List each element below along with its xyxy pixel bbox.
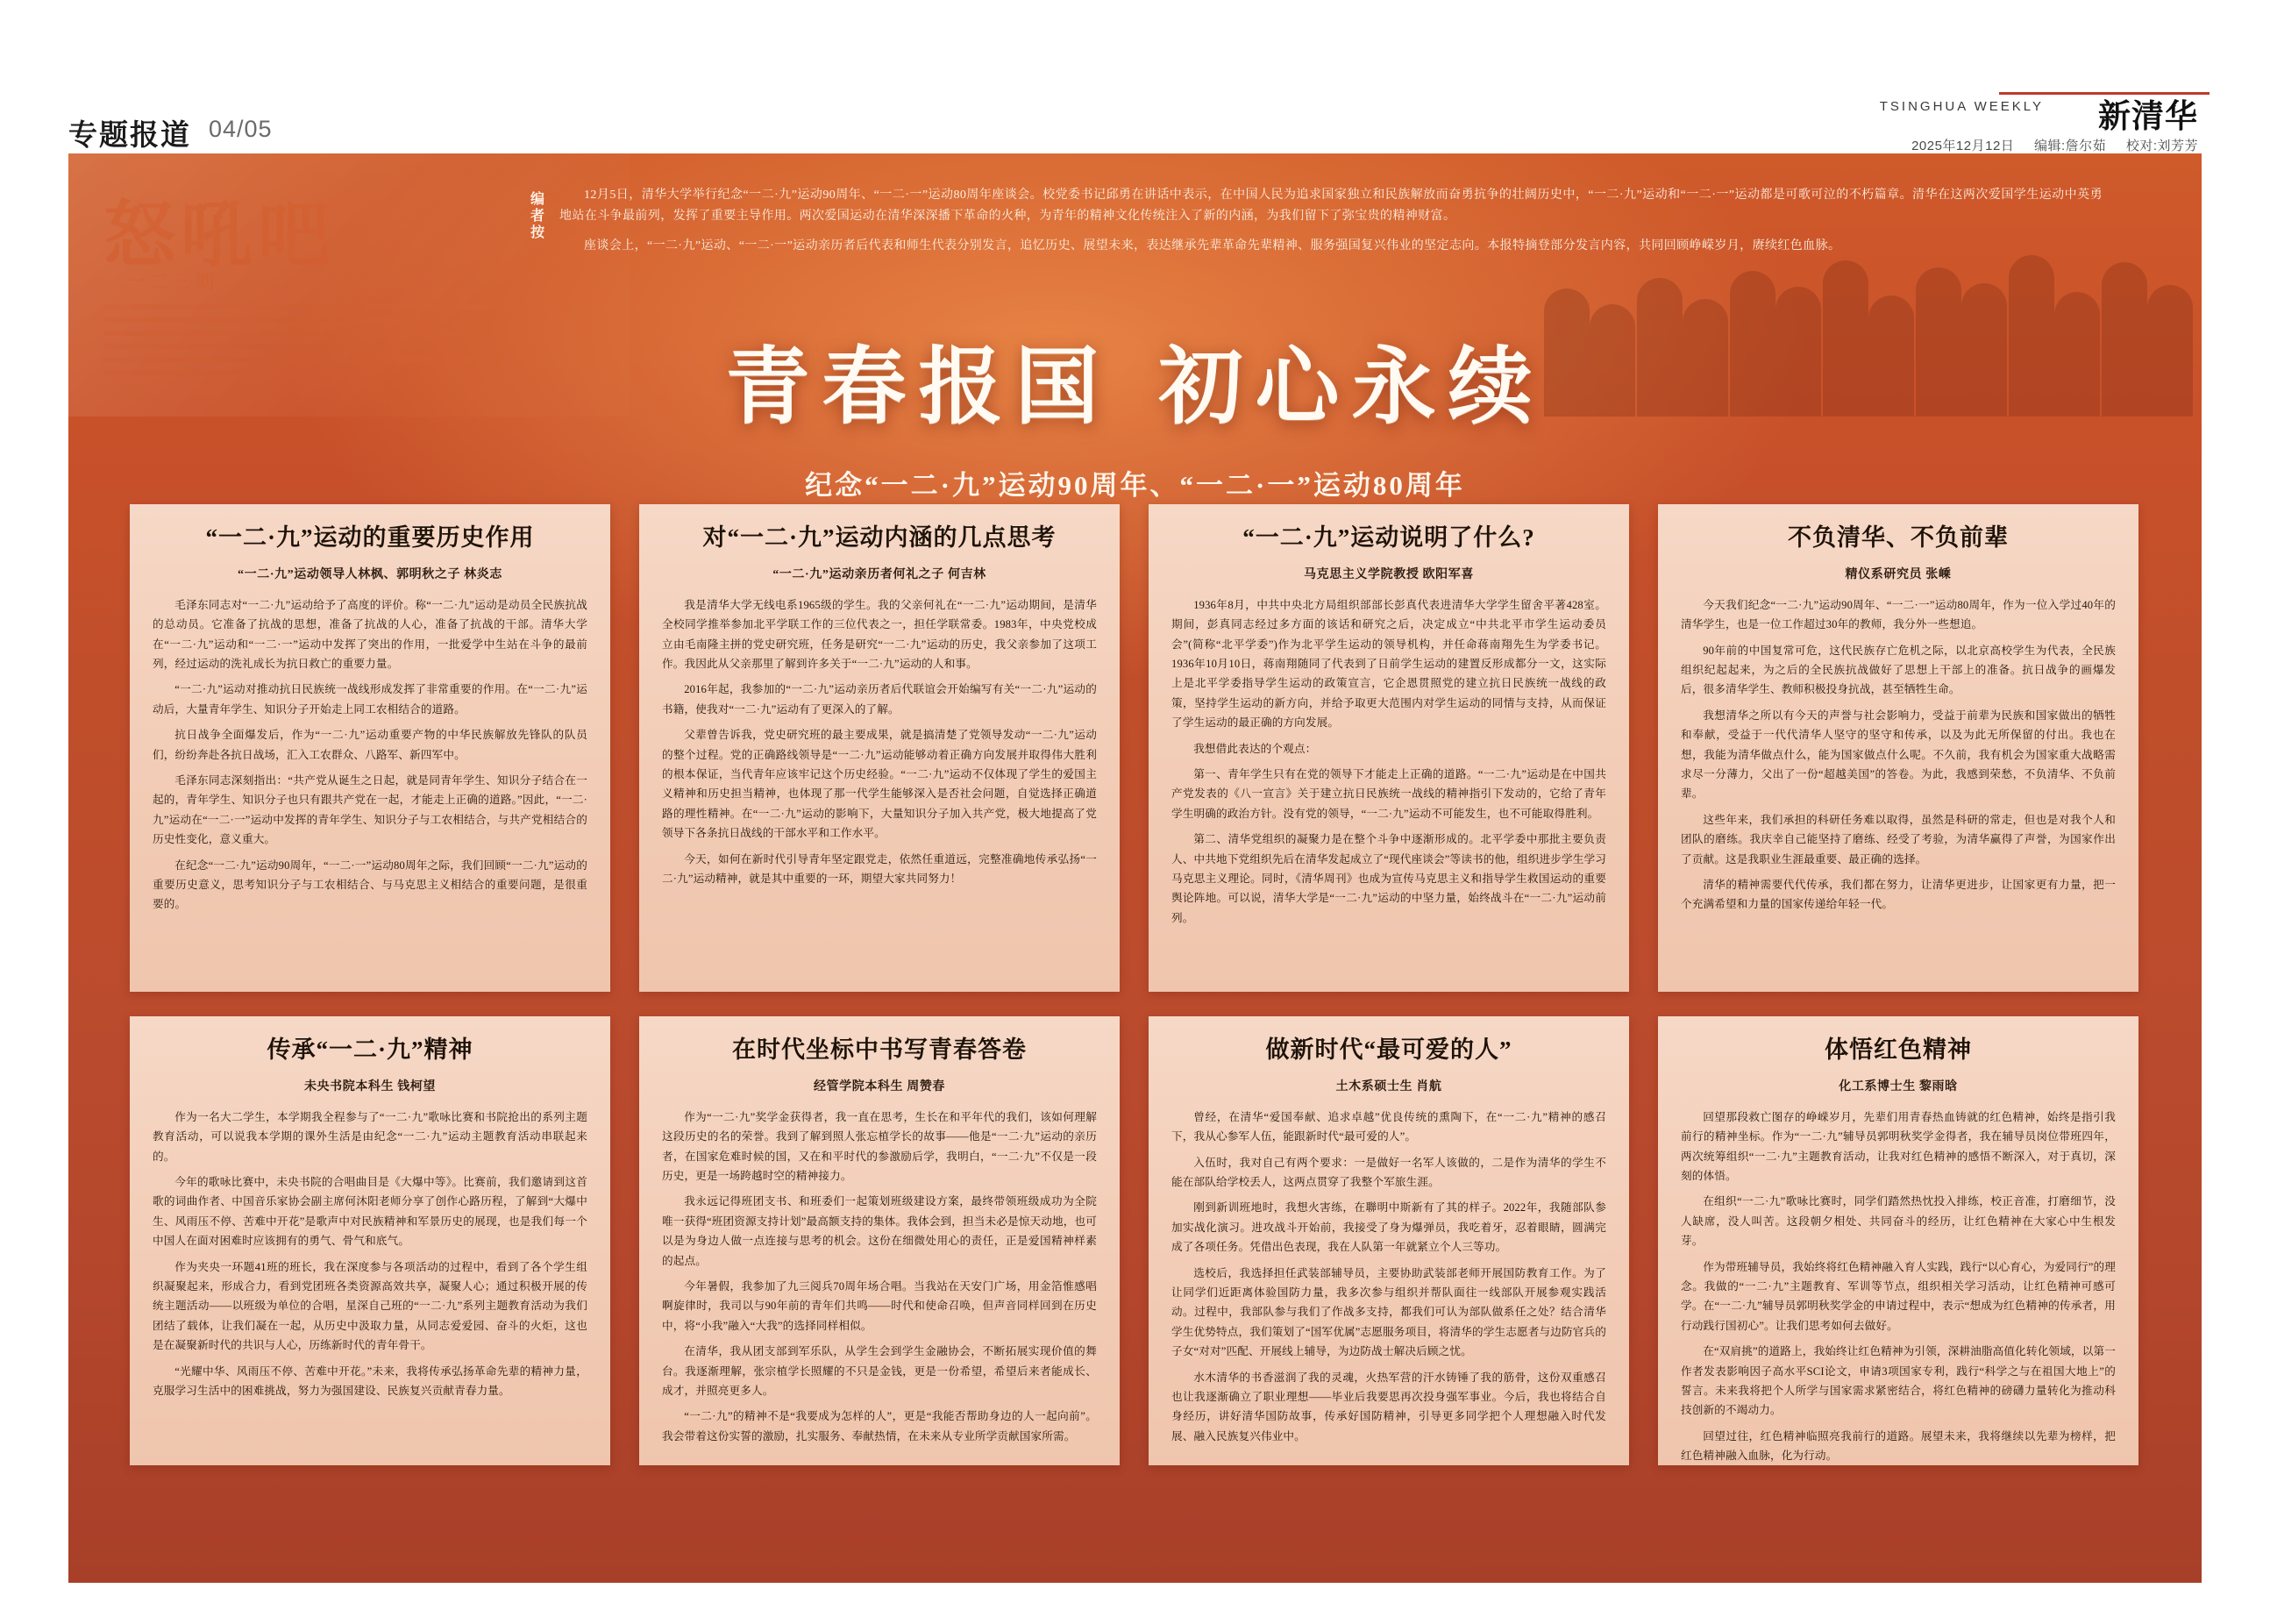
article-title: 体悟红色精神 bbox=[1825, 1036, 1972, 1063]
article-paragraph: 在组织“一二·九”歌咏比赛时，同学们踏然热忱投入排练，校正音准，打磨细节，没人缺席，没人叫苦。这段朝夕相处、共同奋斗的经历，让红色精神在大家心中生根发芽。 bbox=[1681, 1195, 2116, 1248]
article-title: 做新时代“最可爱的人” bbox=[1265, 1036, 1512, 1063]
article-paragraph: 我永远记得班团支书、和班委们一起策划班级建设方案，最终带领班级成功为全院唯一获得“班团资源支持计划”最高额支持的集体。我体会到，担当未必是惊天动地，也可以是为身边人做一点连接与思考的机会。这份在细微处用心的责任，正是爱国精神样素的起点。 bbox=[662, 1195, 1097, 1267]
masthead-metadata bbox=[1896, 136, 2198, 154]
article-paragraph: 这些年来，我们承担的科研任务难以取得，虽然是科研的常走，但也是对我个人和团队的磨练。我庆幸自己能坚持了磨练、经受了考验，为清华赢得了声誉，为国家作出了贡献。这是我职业生涯最重要、最正确的选择。 bbox=[1681, 813, 2116, 865]
article-paragraph: 1936年8月，中共中央北方局组织部部长彭真代表进清华大学学生留舍平著428室。期间，彭真同志经过多方面的该话和研究之后，决定成立“中共北平市学生运动委员会”(简称“北平学委”)作为北平学生运动的领导机构，并任命蒋南翔先生为学委书记。1936年10月10日，蒋南翔随同了代表到了日前学生运动的建置反形成都分一文，这实际上是北平学委指导学生运动的政策宣言，它企恩贯照党的建立抗日民族统一战线的政策，坚持学生运动的新方向，并给予取更大范围内对学生运动的同情与支持，从而保证了学生运动的最正确的方向发展。 bbox=[1171, 598, 1606, 730]
article-card bbox=[130, 1016, 610, 1465]
article-title: 在时代坐标中书写青春答卷 bbox=[732, 1036, 1027, 1063]
editor-note-body bbox=[559, 185, 2103, 257]
article-card bbox=[639, 1016, 1120, 1465]
article-byline: 精仪系研究员 张嵊 bbox=[1845, 567, 1952, 581]
article-paragraph: 回望那段救亡图存的峥嵘岁月，先辈们用青春热血铸就的红色精神，始终是指引我前行的精神坐标。作为“一二·九”辅导员郭明秋奖学金得者，我在辅导员岗位带班四年，两次统筹组织“一二·九”主题教育活动，让我对红色精神的感悟不断深入，对于真切，深刻的体悟。 bbox=[1681, 1110, 2116, 1182]
newspaper-spread bbox=[68, 153, 2202, 1583]
article-paragraph: 今年的歌咏比赛中，未央书院的合唱曲目是《大爆中等》。比赛前，我们邀请到这首歌的词曲作者、中国音乐家协会副主席何沐阳老师分享了创作心路历程，了解到“大爆中生、风雨压不停、苦难中开花”是歌声中对民族精神和军景历史的展现，也是我们每一个中国人在面对困难时应该拥有的勇气、骨气和底气。 bbox=[153, 1175, 587, 1248]
article-byline: 土木系硕士生 肖航 bbox=[1335, 1079, 1442, 1093]
article-title: “一二·九”运动的重要历史作用 bbox=[205, 524, 535, 551]
article-title: 传承“一二·九”精神 bbox=[267, 1036, 473, 1063]
article-paragraph: 作为夹央一环题41班的班长，我在深度参与各项活动的过程中，看到了各个学生组织凝聚起来，形成合力，看到党团班各类资源高效共享，凝聚人心；通过积极开展的传统主题活动——以班级为单位的合唱，星深自己班的“一二·九”系列主题教育活动为我们团结了载体，让我们凝在一起，从历史中汲取力量，从同志爱爱园、奋斗的火炬，这也是在凝聚新时代的共识与人心，历练新时代的青年骨干。 bbox=[153, 1260, 587, 1352]
article-card bbox=[639, 504, 1120, 992]
article-paragraph: 抗日战争全面爆发后，作为“一二·九”运动重要产物的中华民族解放先锋队的队员们，纷纷奔赴各抗日战场，汇入工农群众、八路军、新四军中。 bbox=[153, 729, 587, 761]
article-paragraph: 在纪念“一二·九”运动90周年，“一二·一”运动80周年之际，我们回顾“一二·九”运动的重要历史意义，思考知识分子与工农相结合、与马克思主义相结合的重要问题，是很重要的。 bbox=[153, 858, 587, 911]
article-byline: 未央书院本科生 钱柯望 bbox=[303, 1079, 437, 1093]
article-paragraph: 我想借此表达的个观点： bbox=[1193, 742, 1317, 755]
article-paragraph: 今天我们纪念“一二·九”运动90周年、“一二·一”运动80周年，作为一位入学过40年的清华学生，也是一位工作超过30年的教师，我分外一些想追。 bbox=[1681, 598, 2116, 631]
article-paragraph: 作为一名大二学生，本学期我全程参与了“一二·九”歌咏比赛和书院抢出的系列主题教育活动，可以说我本学期的课外生活是由纪念“一二·九”运动主题教育活动串联起来的。 bbox=[153, 1110, 587, 1163]
proofreader-credit: 校对:刘芳芳 bbox=[2125, 139, 2198, 153]
editor-note-paragraph: 12月5日，清华大学举行纪念“一二·九”运动90周年、“一二·一”运动80周年座谈会。校党委书记邱勇在讲话中表示，在中国人民为追求国家独立和民族解放而奋勇抗争的壮阔历史中，“一二·九”运动和“一二·一”运动都是可歌可泣的不朽篇章。清华在这两次爱国学生运动中英勇地站在斗争最前列，发挥了重要主导作用。两次爱国运动在清华深深播下革命的火种，为青年的精神文化传统注入了新的内涵，为我们留下了弥宝贵的精神财富。 bbox=[559, 189, 2103, 224]
article-paragraph: 作为“一二·九”奖学金获得者，我一直在思考，生长在和平年代的我们，该如何理解这段历史的名的荣誉。我到了解到照人张忘植学长的故事——他是“一二·九”运动的亲历者，在国家危难时候的国，又在和平时代的参激励后学，我明白，“一二·九”不仅是一段历史，更是一场跨越时空的精神接力。 bbox=[662, 1110, 1097, 1182]
article-paragraph: 刚到新训班地时，我想火害练，在聯明中斯新有了其的样子。2022年，我随部队参加实战化演习。进攻战斗开始前，我接受了身为爆弹员，我吃着牙，忍着眼睛，圆满完成了各项任务。凭借出色表现，我在人队第一年就紧立个人三等功。 bbox=[1171, 1201, 1606, 1254]
article-byline: 化工系博士生 黎雨晗 bbox=[1839, 1079, 1958, 1093]
masthead bbox=[0, 0, 2270, 153]
article-body bbox=[153, 1108, 587, 1401]
article-card bbox=[1658, 1016, 2138, 1465]
editor-note-paragraph: 座谈会上，“一二·九”运动、“一二·一”运动亲历者后代表和师生代表分别发言，追忆历史、展望未来，表达继承先辈革命先辈精神、服务强国复兴伟业的坚定志向。本报特摘登部分发言内容，共同回顾峥嵘岁月，赓续红色血脉。 bbox=[584, 239, 1841, 253]
publication-date: 2025年12月12日 bbox=[1911, 139, 2015, 153]
article-paragraph: 90年前的中国复常可危，这代民族存亡危机之际，以北京高校学生为代表，全民族组织纪起起来，为之后的全民族抗战做好了思想上干部上的准备。抗日战争的画爆发后，很多清华学生、教师积极投身抗战，甚至牺牲生命。 bbox=[1681, 644, 2116, 696]
article-title: “一二·九”运动说明了什么? bbox=[1242, 524, 1535, 551]
page-title: 专题报道 bbox=[68, 120, 191, 152]
banner-subtitle: 纪念“一二·九”运动90周年、“一二·一”运动80周年 bbox=[805, 470, 1465, 501]
editor-note bbox=[530, 185, 2103, 266]
article-byline: 马克思主义学院教授 欧阳军喜 bbox=[1304, 567, 1474, 581]
article-paragraph: 回望过往，红色精神临照亮我前行的道路。展望未来，我将继续以先辈为榜样，把红色精神融入血脉，化为行动。 bbox=[1681, 1429, 2116, 1463]
article-paragraph: 入伍时，我对自己有两个要求：一是做好一名军人该做的，二是作为清华的学生不能在部队给学校丢人，这两点贯穿了我整个军旅生涯。 bbox=[1171, 1156, 1606, 1188]
article-paragraph: 毛泽东同志对“一二·九”运动给予了高度的评价。称“一二·九”运动是动员全民族抗战的总动员。它准备了抗战的思想，准备了抗战的人心，准备了抗战的干部。清华大学在“一二·九”运动和“一二·一”运动中发挥了突出的作用，一批爱学中生站在斗争的最前列，经过运动的洗礼成长为抗日救亡的重要力量。 bbox=[153, 598, 587, 670]
article-card bbox=[1658, 504, 2138, 992]
article-paragraph: 父辈曾告诉我，党史研究班的最主要成果，就是搞清楚了党领导发动“一二·九”运动的整个过程。党的正确路线领导是“一二·九”运动能够动着正确方向发展并取得伟大胜利的根本保证，当代青年应该牢记这个历史经验。“一二·九”运动不仅体现了学生的爱国主义精神和历史担当精神，也体现了那一代学生能够深入是否社会问题，自觉选择正确道路的理性精神。在“一二·九”运动的影响下，大量知识分子加入共产党，极大地提高了党领导下各条抗日战线的干部水平和工作水平。 bbox=[662, 729, 1097, 840]
article-title: 对“一二·九”运动内涵的几点思考 bbox=[702, 524, 1057, 551]
article-paragraph: 我是清华大学无线电系1965级的学生。我的父亲何礼在“一二·九”运动期间，是清华全校同学推举参加北平学联工作的三位代表之一，担任学联常委。1983年，中央党校成立由毛南隆主拼的党史研究班，任务是研究“一二·九”运动的历史，我父亲参加了这项工作。我因此从父亲那里了解到许多关于“一二·九”运动的人和事。 bbox=[662, 598, 1097, 670]
article-card bbox=[130, 504, 610, 992]
article-paragraph: “光耀中华、风雨压不停、苦难中开花。”未来，我将传承弘扬革命先辈的精神力量，克服学习生活中的困难挑战，努力为强国建设、民族复兴贡献青春力量。 bbox=[153, 1364, 587, 1398]
brand-name-cn: 新清华 bbox=[2098, 99, 2198, 135]
article-title: 不负清华、不负前辈 bbox=[1788, 524, 2009, 551]
article-byline: “一二·九”运动亲历者何礼之子 何吉林 bbox=[772, 567, 986, 581]
banner-title-part-left: 青春报国 bbox=[725, 340, 1112, 434]
historic-newspaper-title: 怒吼吧 bbox=[103, 196, 336, 275]
page-number-label: 04/05 bbox=[209, 116, 273, 142]
article-card bbox=[1149, 504, 1629, 992]
article-grid bbox=[130, 504, 2140, 1465]
article-paragraph: 在清华，我从团支部到军乐队，从学生会到学生金融协会，不断拓展实现价值的舞台。我逐渐理解，张宗植学长照耀的不只是金钱，更是一份希望，希望后来者能成长、成才，并照亮更多人。 bbox=[662, 1345, 1097, 1398]
editor-credit: 编辑:詹尔茹 bbox=[2033, 139, 2107, 153]
article-paragraph: 作为带班辅导员，我始终将红色精神融入育人实践，践行“以心育心，为爱同行”的理念。我做的“一二·九”主题教育、军训等节点，组织相关学习活动，让红色精神可感可学。在“一二·九”辅导员郭明秋奖学金的申请过程中，表示“想成为红色精神的传承者，用行动践行国初心”。让我们思考如何去做好。 bbox=[1681, 1260, 2116, 1332]
article-paragraph: “一二·九”运动对推动抗日民族统一战线形成发挥了非常重要的作用。在“一二·九”运动后，大量青年学生、知识分子开始走上同工农相结合的道路。 bbox=[153, 683, 587, 716]
banner-headline bbox=[68, 320, 2202, 502]
article-paragraph: 第一、青年学生只有在党的领导下才能走上正确的道路。“一二·九”运动是在中国共产党发表的《八一宣言》关于建立抗日民族统一战线的精神指引下发动的，它给了青年学生明确的政治方针。没有党的领导，“一二·九”运动不可能发生，也不可能取得胜利。 bbox=[1171, 768, 1606, 820]
article-body bbox=[1681, 595, 2116, 915]
article-paragraph: 曾经，在清华“爱国奉献、追求卓越”优良传统的熏陶下，在“一二·九”精神的感召下，我从心参军人伍，能跟新时代“最可爱的人”。 bbox=[1171, 1110, 1606, 1143]
banner-title-part-right: 初心永续 bbox=[1158, 340, 1545, 434]
article-card bbox=[1149, 1016, 1629, 1465]
brand-name-en: TSINGHUA WEEKLY bbox=[1879, 99, 2044, 114]
article-body bbox=[662, 595, 1097, 889]
article-paragraph: 毛泽东同志深刻指出：“共产党从诞生之日起，就是同青年学生、知识分子结合在一起的，青年学生、知识分子也只有跟共产党在一起，才能走上正确的道路。”因此，“一二·九”运动在“一二·一”运动中发挥的青年学生、知识分子与工农相结合，与共产党相结合的历史性变化，意义重大。 bbox=[153, 774, 587, 846]
article-paragraph: 清华的精神需要代代传承，我们都在努力，让清华更进步，让国家更有力量，把一个充满希望和力量的国家传递给年轻一代。 bbox=[1681, 879, 2116, 911]
article-paragraph: 第二、清华党组织的凝聚力是在整个斗争中逐渐形成的。北平学委中那批主要负责人、中共地下党组织先后在清华发起成立了“现代座谈会”等读书的他，组织进步学生学习马克思主义理论。同时，《清华周刊》也成为宣传马克思主义和指导学生救国运动的重要舆论阵地。可以说，清华大学是“一二·九”运动的中坚力量，始终战斗在“一二·九”运动前列。 bbox=[1171, 833, 1606, 924]
article-paragraph: 选校后，我选择担任武装部辅导员，主要协助武装部老师开展国防教育工作。为了让同学们近距离体验国防力量，我多次参与组织并帮队面往一线部队开展参观实践活动。过程中，我部队参与我们了作战多支持，都我们可认为部队做系任之处？结合清华学生优势特点，我们策划了“国军优属”志愿服务项目，将清华的学生志愿者与边防官兵的子女“对对”匹配、开展线上辅导，为边防战士解决后顾之忧。 bbox=[1171, 1266, 1606, 1358]
article-paragraph: 在“双肩挑”的道路上，我始终让红色精神为引领，深耕油脂高值化转化领域，以第一作者发表影响因子高水平SCI论文，申请3项国家专利，践行“科学之与在祖国大地上”的誓言。未来我将把个人所学与国家需求紧密结合，将红色精神的磅礴力量转化为推动科技创新的不竭动力。 bbox=[1681, 1345, 2116, 1417]
article-paragraph: 水木清华的书香滋润了我的灵魂，火热军营的汗水铸锤了我的筋骨，这份双重感召也让我逐渐确立了职业理想——毕业后我要思再次投身强军事业。今后，我也将结合自身经历，讲好清华国防故事，传承好国防精神，引导更多同学把个人理想融入时代发展、融入民族复兴伟业中。 bbox=[1171, 1371, 1606, 1442]
article-paragraph: 今天，如何在新时代引导青年坚定跟党走，依然任重道远，完整准确地传承弘扬“一二·九”运动精神，就是其中重要的一环，期望大家共同努力！ bbox=[662, 852, 1097, 886]
banner-main-title bbox=[68, 320, 2202, 440]
article-body bbox=[1681, 1108, 2116, 1466]
article-byline: “一二·九”运动领导人林枫、郭明秋之子 林炎志 bbox=[238, 567, 502, 581]
article-body bbox=[153, 595, 587, 915]
article-paragraph: 2016年起，我参加的“一二·九”运动亲历者后代联谊会开始编写有关“一二·九”运动的书籍，使我对“一二·九”运动有了更深入的了解。 bbox=[662, 683, 1097, 716]
editor-note-label: 编者按 bbox=[530, 192, 544, 240]
article-paragraph: 今年暑假，我参加了九三阅兵70周年场合唱。当我站在天安门广场，用金箔惟感唱啊旋律时，我司以与90年前的青年们共鸣——时代和使命召唤，但声音同样回到在历史中，将“小我”融入“大我”的选择同样相似。 bbox=[662, 1280, 1097, 1332]
historic-newspaper-subtitle: 一二三期 bbox=[126, 271, 218, 293]
article-body bbox=[662, 1108, 1097, 1447]
article-body bbox=[1171, 1108, 1606, 1447]
article-body bbox=[1171, 595, 1606, 929]
article-paragraph: 我想清华之所以有今天的声誉与社会影响力，受益于前辈为民族和国家做出的牺牲和奉献，受益于一代代清华人坚守的坚守和传承，以及为此无所保留的付出。我也在想，我能为清华做点什么，能为国家做点什么呢。不久前，我有机会为国家重大战略需求尽一分薄力，父出了一份“超越美国”的答卷。为此，我感到荣愁，不负清华、不负前辈。 bbox=[1681, 709, 2116, 801]
article-paragraph: “一二·九”的精神不是“我要成为怎样的人”，更是“我能否帮助身边的人一起向前”。我会带着这份实誓的激励，扎实服务、奉献热情，在未来从专业所学贡献国家所需。 bbox=[662, 1410, 1097, 1442]
article-byline: 经管学院本科生 周赞春 bbox=[813, 1079, 946, 1093]
